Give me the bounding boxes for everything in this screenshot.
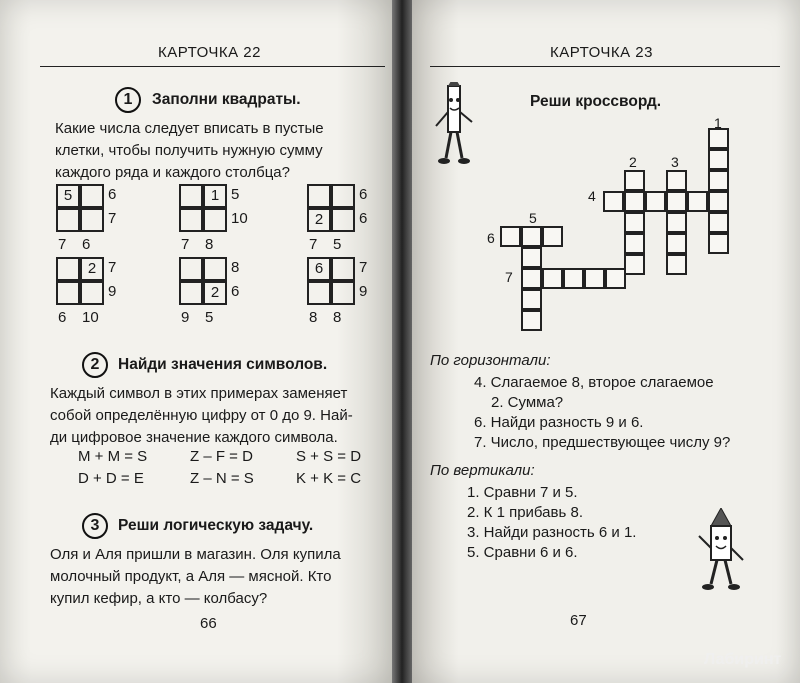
book-gutter	[392, 0, 412, 683]
task1-text: Какие числа следует вписать в пустые клетки, чтобы получить нужную сумму каждого ряда и каждого столбца?	[55, 120, 324, 181]
crossword-number: 7	[505, 269, 513, 285]
column-sum: 10	[82, 309, 99, 326]
task3-title: Реши логическую задачу.	[118, 517, 314, 534]
magic-square	[179, 184, 248, 253]
crossword-cell[interactable]	[584, 268, 605, 289]
column-sum: 5	[205, 309, 214, 326]
crossword-cell[interactable]	[521, 310, 542, 331]
row-sum: 8	[231, 259, 240, 276]
square-cell	[179, 184, 203, 208]
crossword-cell[interactable]	[521, 226, 542, 247]
horizontal-label: По горизонтали:	[430, 352, 551, 369]
magic-square	[307, 184, 368, 253]
right-page-number: 67	[570, 612, 587, 629]
crossword-cell[interactable]	[521, 289, 542, 310]
right-page	[412, 0, 800, 683]
column-sum: 8	[333, 309, 342, 326]
labirint-watermark: Лабиринт	[704, 651, 782, 668]
task3-text: Оля и Аля пришли в магазин. Оля купила молочный продукт, а Аля — мясной. Кто купил кефир, а кто — колбасу?	[50, 546, 341, 607]
magic-square	[56, 257, 117, 326]
equation: D + D = E	[78, 470, 144, 487]
row-sum: 7	[108, 210, 117, 227]
equation: S + S = D	[296, 448, 362, 465]
crossword-cell[interactable]	[521, 268, 542, 289]
square-cell	[203, 257, 227, 281]
row-sum: 7	[359, 259, 368, 276]
equation: Z – F = D	[190, 448, 253, 465]
crossword-cell[interactable]	[624, 254, 645, 275]
row-sum: 9	[108, 283, 117, 300]
crossword-cell[interactable]	[666, 191, 687, 212]
crossword-cell[interactable]	[542, 268, 563, 289]
crossword-cell[interactable]	[666, 170, 687, 191]
task2-number: 2	[82, 352, 108, 378]
crossword-cell[interactable]	[500, 226, 521, 247]
crossword-cell[interactable]	[666, 212, 687, 233]
horizontal-clues: 4. Слагаемое 8, второе слагаемое 2. Сумма? 6. Найди разность 9 и 6. 7. Число, предшествующее числу 9?	[474, 374, 731, 451]
square-cell	[56, 257, 80, 281]
row-sum: 6	[231, 283, 240, 300]
square-cell: 2	[307, 208, 331, 232]
right-header-rule	[430, 66, 780, 67]
crossword-cell[interactable]	[708, 170, 729, 191]
magic-square	[179, 257, 240, 326]
crossword-cell[interactable]	[605, 268, 626, 289]
crossword-cell[interactable]	[624, 212, 645, 233]
pencil-mascot-icon	[697, 508, 747, 594]
crossword-cell[interactable]	[708, 128, 729, 149]
crossword-number: 6	[487, 230, 495, 246]
row-sum: 6	[359, 186, 368, 203]
square-cell	[331, 281, 355, 305]
task1-number: 1	[115, 87, 141, 113]
square-cell	[331, 257, 355, 281]
row-sum: 9	[359, 283, 368, 300]
crossword-cell[interactable]	[708, 233, 729, 254]
task2-title: Найди значения символов.	[118, 356, 328, 373]
column-sum: 8	[205, 236, 214, 253]
square-cell: 2	[80, 257, 104, 281]
left-header: КАРТОЧКА 22	[158, 44, 261, 61]
crossword-cell[interactable]	[563, 268, 584, 289]
crossword-cell[interactable]	[687, 191, 708, 212]
crossword-cell[interactable]	[708, 191, 729, 212]
square-cell	[203, 208, 227, 232]
crossword-number: 2	[629, 154, 637, 170]
row-sum: 7	[108, 259, 117, 276]
crossword-cell[interactable]	[708, 212, 729, 233]
square-cell: 5	[56, 184, 80, 208]
column-sum: 8	[309, 309, 318, 326]
crossword-number: 5	[529, 210, 537, 226]
crossword-cell[interactable]	[542, 226, 563, 247]
column-sum: 7	[58, 236, 67, 253]
square-cell	[331, 184, 355, 208]
crossword-cell[interactable]	[603, 191, 624, 212]
square-cell	[307, 281, 331, 305]
equation: K + K = C	[296, 470, 362, 487]
crossword-number: 1	[714, 115, 722, 131]
square-cell	[179, 208, 203, 232]
crossword-cell[interactable]	[666, 233, 687, 254]
square-cell	[307, 184, 331, 208]
task1-title: Заполни квадраты.	[152, 91, 301, 108]
square-cell	[179, 257, 203, 281]
square-cell: 6	[307, 257, 331, 281]
square-cell: 1	[203, 184, 227, 208]
left-page-number: 66	[200, 615, 217, 632]
column-sum: 7	[181, 236, 190, 253]
column-sum: 7	[309, 236, 318, 253]
task2-text: Каждый символ в этих примерах заменяет собой определённую цифру от 0 до 9. Най- ди цифровое значение каждого символа.	[50, 385, 353, 446]
column-sum: 5	[333, 236, 342, 253]
crossword-cell[interactable]	[666, 254, 687, 275]
square-cell	[80, 208, 104, 232]
crossword-cell[interactable]	[708, 149, 729, 170]
vertical-clues: 1. Сравни 7 и 5. 2. К 1 прибавь 8. 3. Найди разность 6 и 1. 5. Сравни 6 и 6.	[467, 484, 637, 561]
square-cell	[80, 281, 104, 305]
row-sum: 6	[359, 210, 368, 227]
column-sum: 6	[82, 236, 91, 253]
row-sum: 5	[231, 186, 240, 203]
row-sum: 10	[231, 210, 248, 227]
square-cell	[80, 184, 104, 208]
square-cell	[331, 208, 355, 232]
square-cell: 2	[203, 281, 227, 305]
magic-square	[307, 257, 368, 326]
left-page	[0, 0, 392, 683]
right-header: КАРТОЧКА 23	[550, 44, 653, 61]
equation: M + M = S	[78, 448, 148, 465]
crossword-title: Реши кроссворд.	[530, 93, 662, 110]
left-header-rule	[40, 66, 385, 67]
column-sum: 6	[58, 309, 67, 326]
square-cell	[179, 281, 203, 305]
task3-number: 3	[82, 513, 108, 539]
crossword-number: 3	[671, 154, 679, 170]
crossword-cell[interactable]	[624, 233, 645, 254]
square-cell	[56, 281, 80, 305]
crossword-cell[interactable]	[521, 247, 542, 268]
crossword-cell[interactable]	[624, 191, 645, 212]
vertical-label: По вертикали:	[430, 462, 535, 479]
crossword-number: 4	[588, 188, 596, 204]
column-sum: 9	[181, 309, 190, 326]
square-cell	[56, 208, 80, 232]
equation: Z – N = S	[190, 470, 254, 487]
crossword-cell[interactable]	[645, 191, 666, 212]
magic-square	[56, 184, 117, 253]
pencil-mascot-icon	[432, 82, 478, 168]
crossword-cell[interactable]	[624, 170, 645, 191]
row-sum: 6	[108, 186, 117, 203]
